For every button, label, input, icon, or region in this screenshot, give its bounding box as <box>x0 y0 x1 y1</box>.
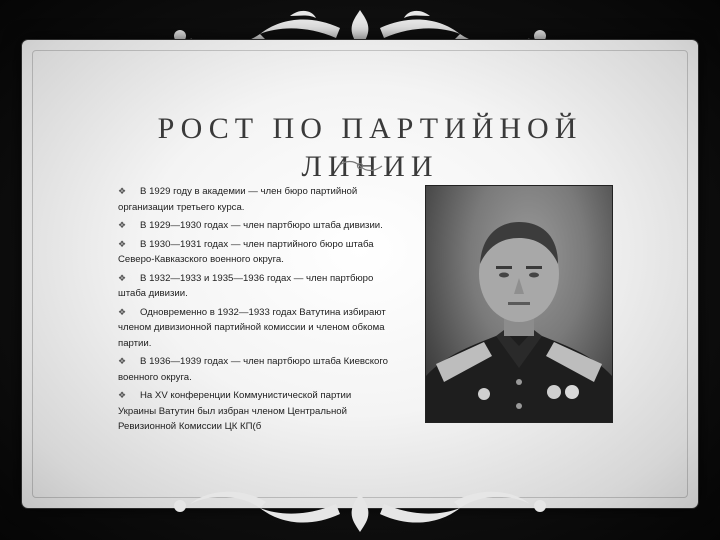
diamond-flower-bullet-icon: ❖ <box>118 186 127 196</box>
title-line-1: РОСТ ПО ПАРТИЙНОЙ <box>157 112 583 146</box>
bullet-item-3: ❖ В 1930—1931 годах — член партийного бюро штаба Северо-Кавказского военного округа. <box>118 238 374 265</box>
bullet-list <box>118 184 390 438</box>
bottom-ornament-icon <box>140 480 580 534</box>
bullet-item-5: ❖ Одновременно в 1932—1933 годах Ватутина избирают членом дивизионной партийной комиссии и членом обкома партии. <box>118 306 386 349</box>
portrait-photo <box>426 186 612 422</box>
diamond-flower-bullet-icon: ❖ <box>118 272 127 283</box>
bullet-item-1: ❖ В 1929 году в академии — член бюро партийной организации третьего курса. <box>118 186 358 213</box>
bullet-item-2: ❖ В 1929—1930 годах — член партбюро штаба дивизии. <box>118 218 390 234</box>
diamond-flower-bullet-icon: ❖ <box>118 390 127 400</box>
title-divider-icon <box>336 158 384 174</box>
diamond-flower-bullet-icon: ❖ <box>118 306 127 317</box>
bullet-item-4: ❖ В 1932—1933 и 1935—1936 годах — член партбюро штаба дивизии. <box>118 272 374 299</box>
bullet-item-7: ❖ На XV конференции Коммунистической партии Украины Ватутин был избран членом Центральной Ревизионной Комиссии ЦК КП(б <box>118 390 352 432</box>
bullet-item-6: ❖ В 1936—1939 годах — член партбюро штаба Киевского военного округа. <box>118 356 388 383</box>
slide-title <box>60 110 680 186</box>
diamond-flower-bullet-icon: ❖ <box>118 238 127 249</box>
portrait-illustration <box>426 186 612 422</box>
diamond-flower-bullet-icon: ❖ <box>118 356 127 366</box>
diamond-flower-bullet-icon: ❖ <box>118 220 127 230</box>
title-line-2: ЛИНИИ <box>301 150 439 184</box>
